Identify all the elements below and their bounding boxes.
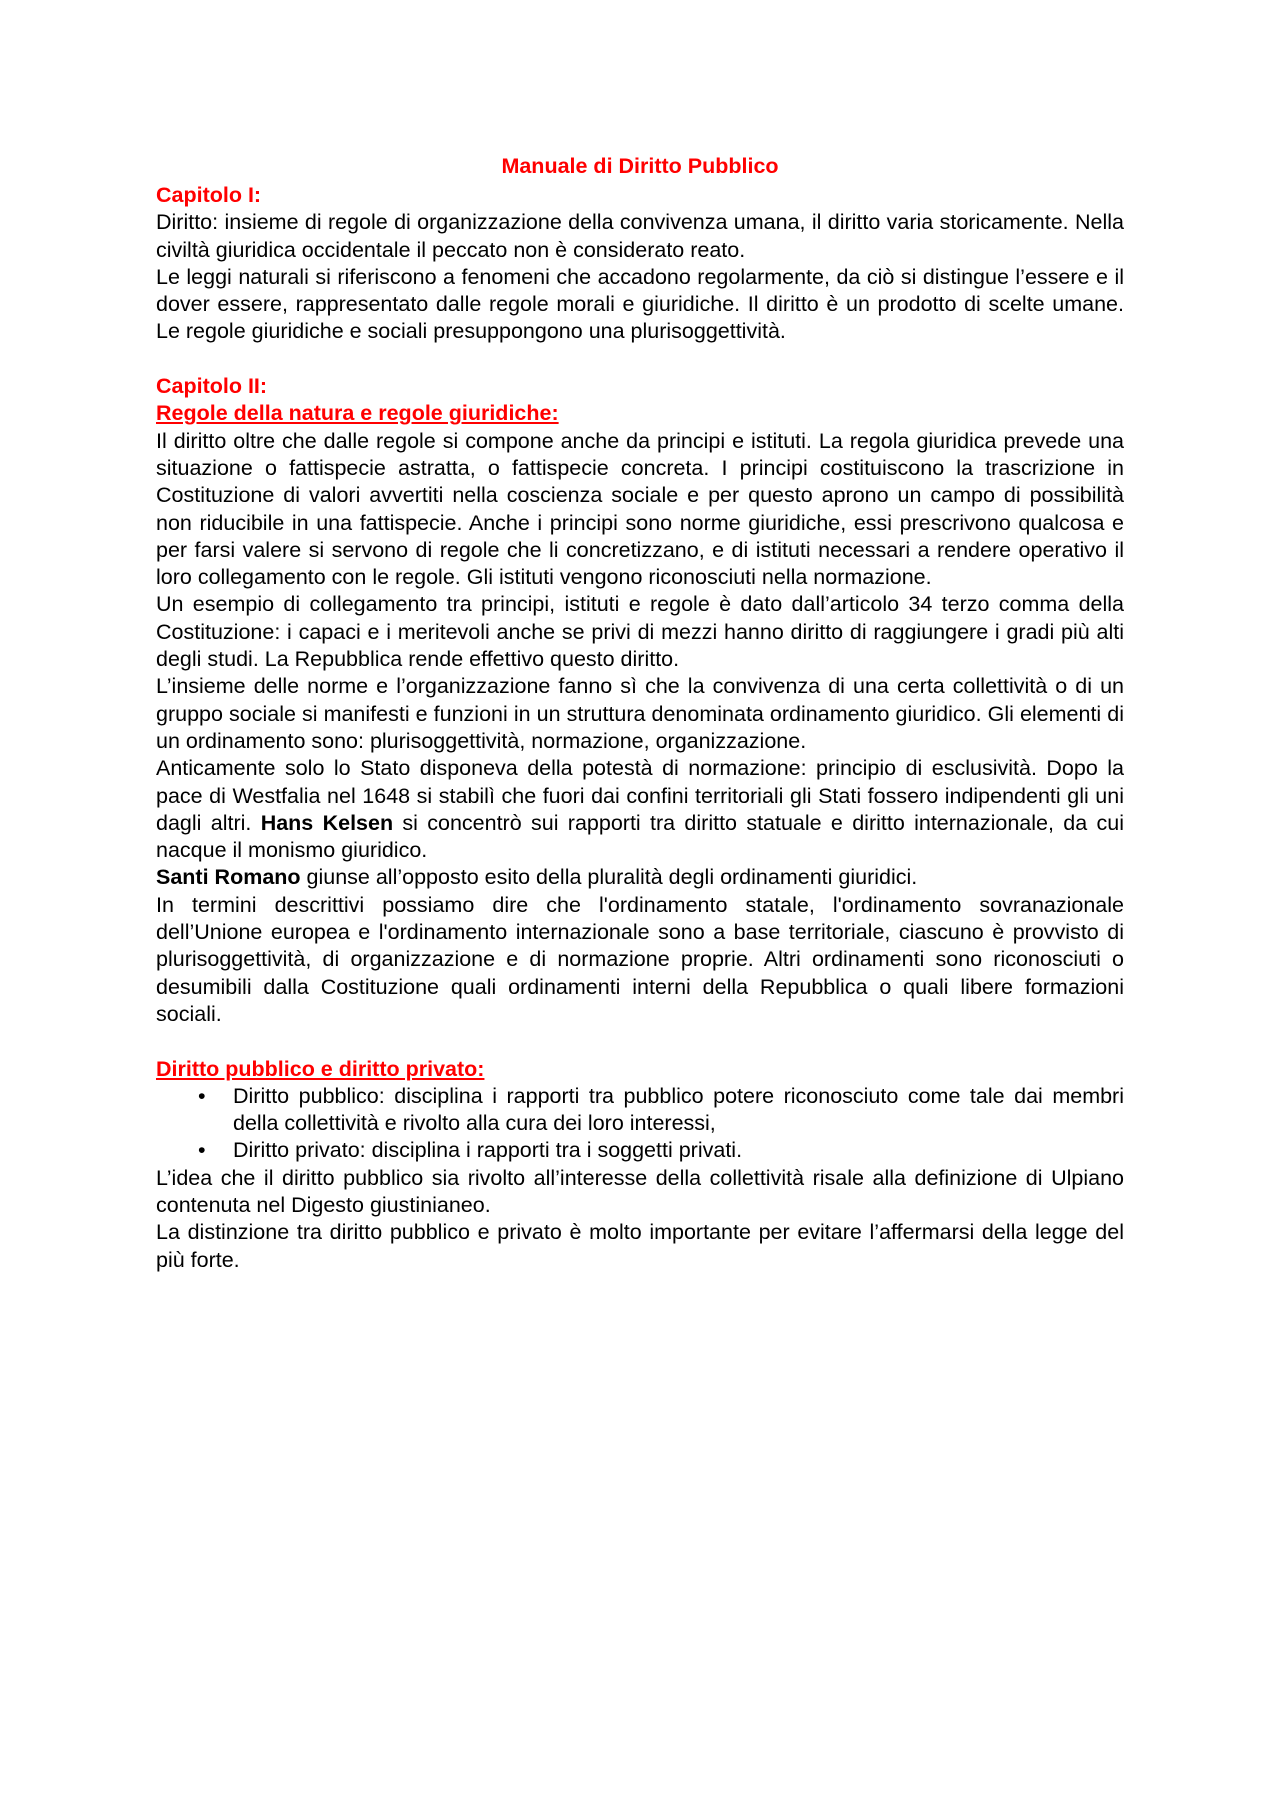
bullet-list bbox=[156, 1083, 1124, 1165]
chapter-1-paragraph-2: Le leggi naturali si riferiscono a fenomeni che accadono regolarmente, da ciò si distingue l’essere e il dover essere, rappresentato dalle regole morali e giuridiche. Il diritto è un prodotto di scelte umane. Le regole giuridiche e sociali presuppongono una plurisoggettività. bbox=[156, 264, 1124, 344]
chapter-1-heading: Capitolo I: bbox=[156, 183, 262, 207]
section-regole-paragraph-3: L’insieme delle norme e l’organizzazione fanno sì che la convivenza di una certa collettività o di un gruppo sociale si manifesti e funzioni in un struttura denominata ordinamento giuridico. Gli elementi di un ordinamento sono: plurisoggettività, normazione, organizzazione. bbox=[156, 674, 1124, 753]
section-pubblico-privato-paragraph-2: La distinzione tra diritto pubblico e privato è molto importante per evitare l’affermarsi della legge del più forte. bbox=[156, 1220, 1124, 1272]
paragraph-5-text-after: giunse all’opposto esito della pluralità degli ordinamenti giuridici. bbox=[300, 865, 918, 890]
list-item-text: Diritto pubblico: disciplina i rapporti tra pubblico potere riconosciuto come tale dai membri della collettività e rivolto alla cura dei loro interessi, bbox=[233, 1083, 1124, 1136]
document-title: Manuale di Diritto Pubblico bbox=[501, 154, 779, 178]
list-item bbox=[156, 1083, 1124, 1138]
chapter-2-heading: Capitolo II: bbox=[156, 374, 268, 399]
section-regole-paragraph-1: Il diritto oltre che dalle regole si compone anche da principi e istituti. La regola giuridica prevede una situazione o fattispecie astratta, o fattispecie concreta. I principi costituiscono la trascrizione in Costituzione di valori avvertiti nella coscienza sociale e per questo aprono un campo di possibilità non riducibile in una fattispecie. Anche i principi sono norme giuridiche, essi prescrivono qualcosa e per farsi valere si servono di regole che li concretizzano, e di istituti necessari a rendere operativo il loro collegamento con le regole. Gli istituti vengono riconosciuti nella normazione. bbox=[156, 428, 1124, 590]
bullet-icon: • bbox=[198, 1083, 206, 1108]
document-page bbox=[156, 151, 1124, 1274]
list-item-text: Diritto privato: disciplina i rapporti tra i soggetti privati. bbox=[233, 1138, 743, 1163]
bullet-icon: • bbox=[198, 1138, 206, 1163]
section-pubblico-privato-paragraph-1: L’idea che il diritto pubblico sia rivolto all’interesse della collettività risale alla definizione di Ulpiano contenuta nel Digesto giustinianeo. bbox=[156, 1165, 1124, 1217]
section-regole-heading: Regole della natura e regole giuridiche: bbox=[156, 401, 559, 426]
paragraph-4-text-before: Anticamente solo lo Stato disponeva della potestà di normazione: principio di esclusività. Dopo la pace di Westfalia nel 1648 si stabilì che fuori dai confini territoriali gli Stati fossero indipendenti gli uni dagli altri. bbox=[156, 756, 1124, 835]
name-hans-kelsen: Hans Kelsen bbox=[260, 810, 394, 835]
section-regole-paragraph-5 bbox=[156, 864, 1124, 891]
paragraph-4-text-after: si concentrò sui rapporti tra diritto statuale e diritto internazionale, da cui nacque il monismo giuridico. bbox=[156, 810, 1124, 863]
name-santi-romano: Santi Romano bbox=[156, 865, 301, 890]
spacer bbox=[156, 1028, 1124, 1055]
chapter-1-paragraph-1: Diritto: insieme di regole di organizzazione della convivenza umana, il diritto varia storicamente. Nella civiltà giuridica occidentale il peccato non è considerato reato. bbox=[156, 210, 1124, 262]
section-regole-paragraph-6: In termini descrittivi possiamo dire che l'ordinamento statale, l'ordinamento sovranazionale dell’Unione europea e l'ordinamento internazionale sono a base territoriale, ciascuno è provvisto di plurisoggettività, di organizzazione e di normazione proprie. Altri ordinamenti sono riconosciuti o desumibili dalla Costituzione quali ordinamenti interni della Repubblica o quali libere formazioni sociali. bbox=[156, 892, 1124, 1026]
section-regole-paragraph-2: Un esempio di collegamento tra principi, istituti e regole è dato dall’articolo 34 terzo comma della Costituzione: i capaci e i meritevoli anche se privi di mezzi hanno diritto di raggiungere i gradi più alti degli studi. La Repubblica rende effettivo questo diritto. bbox=[156, 592, 1124, 672]
list-item bbox=[156, 1137, 1124, 1164]
spacer bbox=[156, 346, 1124, 373]
section-regole-paragraph-4 bbox=[156, 755, 1124, 864]
section-pubblico-privato-heading: Diritto pubblico e diritto privato: bbox=[156, 1056, 485, 1081]
